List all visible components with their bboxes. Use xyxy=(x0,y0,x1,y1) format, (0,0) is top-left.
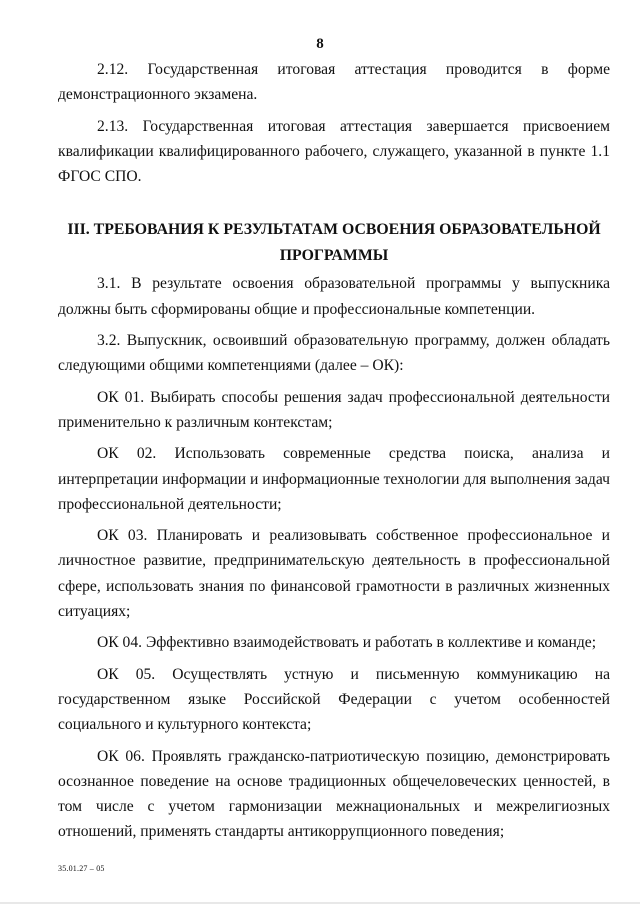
competence-ok-06: ОК 06. Проявлять гражданско-патриотическую позицию, демонстрировать осознанное поведение на основе традиционных общечеловеческих ценностей, в том числе с учетом гармонизации межнациональных и межрелигиозных отношений, применять стандарты антикоррупционного поведения; xyxy=(58,747,610,841)
competence-ok-05: ОК 05. Осуществлять устную и письменную коммуникацию на государственном языке Российской Федерации с учетом особенностей социального и культурного контекста; xyxy=(58,665,610,734)
document-code: 35.01.27 – 05 xyxy=(58,864,105,873)
paragraph-2-12: 2.12. Государственная итоговая аттестация проводится в форме демонстрационного экзамена. xyxy=(58,61,610,104)
page-bottom-edge xyxy=(0,902,640,904)
competence-ok-02: ОК 02. Использовать современные средства поиска, анализа и интерпретации информации и информационные технологии для выполнения задач профессиональной деятельности; xyxy=(58,445,610,513)
section-heading-line-1: III. ТРЕБОВАНИЯ К РЕЗУЛЬТАТАМ ОСВОЕНИЯ ОБРАЗОВАТЕЛЬНОЙ xyxy=(67,221,601,239)
document-body xyxy=(58,57,610,851)
section-heading xyxy=(58,217,610,269)
competence-ok-03: ОК 03. Планировать и реализовывать собственное профессиональное и личностное развитие, предпринимательскую деятельность в профессиональной сфере, использовать знания по финансовой грамотности в различных жизненных ситуациях; xyxy=(58,527,610,621)
competence-ok-04: ОК 04. Эффективно взаимодействовать и работать в коллективе и команде; xyxy=(97,634,597,652)
paragraph-3-1: 3.1. В результате освоения образовательной программы у выпускника должны быть сформированы общие и профессиональные компетенции. xyxy=(58,275,610,318)
page-number: 8 xyxy=(316,36,324,52)
section-heading-line-2: ПРОГРАММЫ xyxy=(279,247,389,265)
competence-ok-01: ОК 01. Выбирать способы решения задач профессиональной деятельности применительно к различным контекстам; xyxy=(58,388,610,431)
paragraph-3-2: 3.2. Выпускник, освоивший образовательную программу, должен обладать следующими общими компетенциями (далее – ОК): xyxy=(58,332,610,375)
paragraph-2-13: 2.13. Государственная итоговая аттестация завершается присвоением квалификации квалифицированного рабочего, служащего, указанной в пункте 1.1 ФГОС СПО. xyxy=(58,117,610,186)
